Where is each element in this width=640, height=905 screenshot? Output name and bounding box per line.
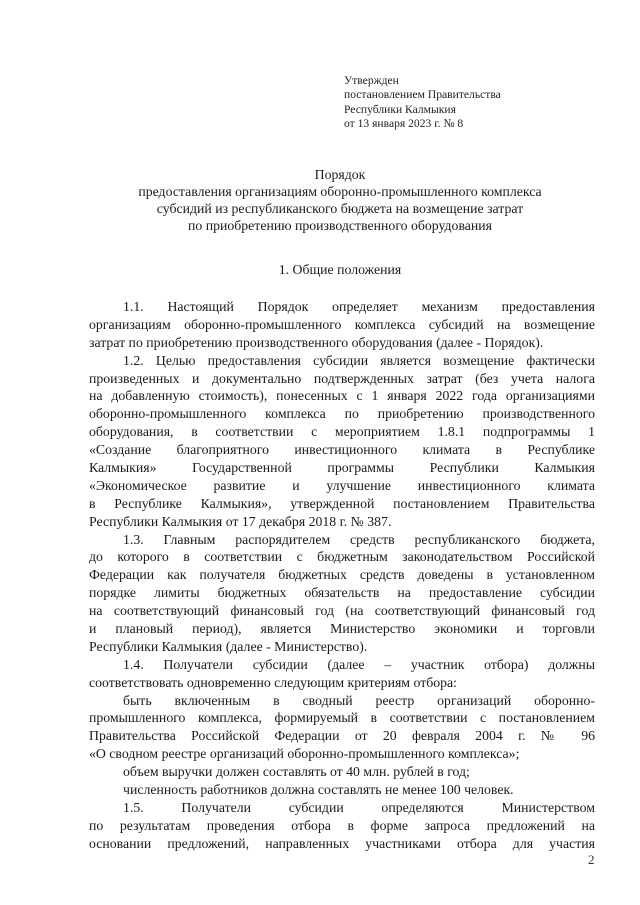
body-line: оборонно-промышленного комплекса по приобретению производственного xyxy=(89,406,595,422)
body-line: быть включенным в сводный реестр организаций оборонно- xyxy=(123,692,595,708)
approval-stamp xyxy=(344,74,501,132)
body-line: Калмыкия» Государственной программы Республики Калмыкия xyxy=(89,460,595,476)
body-line: 1.5. Получатели субсидии определяются Министерством xyxy=(123,799,595,815)
body-line: в Республике Калмыкия», утвержденной постановлением Правительства xyxy=(89,495,595,511)
body-line: на добавленную стоимость), понесенных с 1 января 2022 года организациями xyxy=(89,388,595,404)
body-line: затрат по приобретению производственного оборудования (далее - Порядок). xyxy=(89,334,544,350)
approval-line: Республики Калмыкия xyxy=(344,102,456,116)
body-line: 1.2. Целью предоставления субсидии является возмещение фактически xyxy=(123,352,595,368)
section-heading: 1. Общие положения xyxy=(278,262,402,277)
body-line: на соответствующий финансовый год (на соответствующий финансовый год xyxy=(89,603,595,619)
body-line: основании предложений, направленных участниками отбора для участия xyxy=(89,835,595,851)
body-line: промышленного комплекса, формируемый в соответствии с постановлением xyxy=(89,710,595,726)
title-line: субсидий из республиканского бюджета на возмещение затрат xyxy=(156,201,524,216)
approval-line: постановлением Правительства xyxy=(344,88,501,102)
body-line: 1.4. Получатели субсидии (далее – участник отбора) должны xyxy=(123,656,595,672)
body-line: и плановый период), является Министерство экономики и торговли xyxy=(89,621,595,637)
title-line: по приобретению производственного оборудования xyxy=(187,218,493,233)
body-line: порядке лимиты бюджетных обязательств на предоставление субсидии xyxy=(89,585,595,601)
body-line: «О сводном реестре организаций оборонно-промышленного комплекса»; xyxy=(89,746,520,762)
body-line: произведенных и документально подтвержденных затрат (без учета налога xyxy=(89,370,595,386)
body-line: оборудования, в соответствии с мероприятием 1.8.1 подпрограммы 1 xyxy=(89,424,595,440)
document-title xyxy=(80,166,600,234)
body-line: до которого в соответствии с бюджетным законодательством Российской xyxy=(89,549,595,565)
document-body xyxy=(89,298,595,853)
body-line: соответствовать одновременно следующим критериям отбора: xyxy=(89,674,458,690)
approval-line: от 13 января 2023 г. № 8 xyxy=(344,117,464,131)
body-line: объем выручки должен составлять от 40 млн. рублей в год; xyxy=(123,764,470,780)
body-line: 1.1. Настоящий Порядок определяет механизм предоставления xyxy=(123,299,595,314)
body-line: Республики Калмыкия (далее - Министерство). xyxy=(89,638,368,654)
title-line: предоставления организациям оборонно-промышленного комплекса xyxy=(138,184,542,199)
title-line: Порядок xyxy=(314,167,366,182)
body-line: Республики Калмыкия от 17 декабря 2018 г. № 387. xyxy=(89,513,392,529)
page-number: 2 xyxy=(588,852,595,867)
body-line: организациям оборонно-промышленного комплекса субсидий на возмещение xyxy=(89,316,595,332)
body-line: численность работников должна составлять не менее 100 человек. xyxy=(123,782,514,798)
body-line: 1.3. Главным распорядителем средств республиканского бюджета, xyxy=(123,531,595,547)
body-line: «Создание благоприятного инвестиционного климата в Республике xyxy=(89,442,595,458)
body-line: «Экономическое развитие и улучшение инвестиционного климата xyxy=(89,477,595,493)
approval-line: Утвержден xyxy=(344,74,399,87)
body-line: Правительства Российской Федерации от 20 февраля 2004 г. № 96 xyxy=(89,728,595,744)
body-line: по результатам проведения отбора в форме запроса предложений на xyxy=(89,817,595,833)
body-line: Федерации как получателя бюджетных средств доведены в установленном xyxy=(89,567,595,583)
